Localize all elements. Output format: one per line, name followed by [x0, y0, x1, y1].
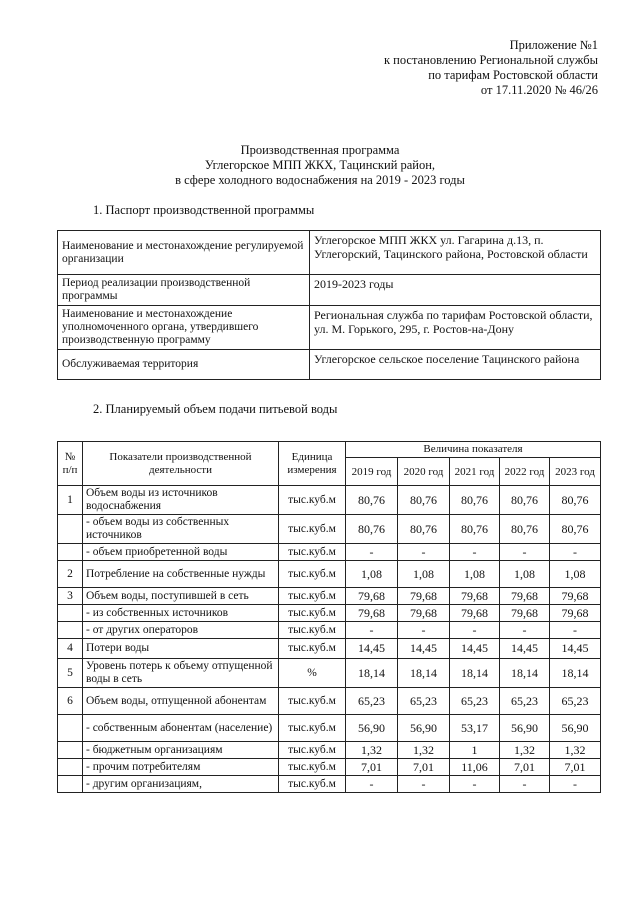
row-number [58, 515, 83, 544]
value-cell: - [346, 544, 398, 561]
value-cell: 80,76 [450, 486, 500, 515]
value-cell: 14,45 [450, 639, 500, 659]
row-number: 1 [58, 486, 83, 515]
passport-value: Углегорское МПП ЖКХ ул. Гагарина д.13, п. Углегорский, Тацинского района, Ростовской области [310, 231, 601, 275]
value-cell: 80,76 [500, 486, 550, 515]
row-number [58, 759, 83, 776]
value-cell: - [500, 776, 550, 793]
table-row [58, 776, 601, 793]
value-cell: 14,45 [398, 639, 450, 659]
header-year: 2023 год [550, 458, 601, 486]
value-cell: 65,23 [346, 688, 398, 715]
value-cell: 53,17 [450, 715, 500, 742]
passport-label: Обслуживаемая территория [58, 350, 310, 380]
unit-cell: тыс.куб.м [279, 688, 346, 715]
unit-cell: тыс.куб.м [279, 622, 346, 639]
table-row [58, 639, 601, 659]
value-cell: 80,76 [398, 486, 450, 515]
table-row [58, 561, 601, 588]
unit-cell: тыс.куб.м [279, 715, 346, 742]
value-cell: - [346, 622, 398, 639]
passport-label: Наименование и местонахождение уполномоченного органа, утвердившего производственную программу [58, 306, 310, 350]
header-num: № п/п [58, 442, 83, 486]
value-cell: 79,68 [450, 605, 500, 622]
value-cell: - [398, 544, 450, 561]
volume-table [57, 441, 601, 793]
row-number [58, 715, 83, 742]
value-cell: 65,23 [398, 688, 450, 715]
row-number: 5 [58, 659, 83, 688]
value-cell: - [450, 622, 500, 639]
value-cell: 80,76 [450, 515, 500, 544]
value-cell: 14,45 [346, 639, 398, 659]
indicator-name: Объем воды, отпущенной абонентам [83, 688, 279, 715]
table-row [58, 588, 601, 605]
document-title [0, 143, 640, 188]
value-cell: 18,14 [450, 659, 500, 688]
value-cell: - [450, 776, 500, 793]
indicator-name: - из собственных источников [83, 605, 279, 622]
value-cell: 1,08 [550, 561, 601, 588]
value-cell: - [500, 544, 550, 561]
value-cell: - [398, 776, 450, 793]
title-line-3: в сфере холодного водоснабжения на 2019 - 2023 годы [175, 173, 465, 187]
passport-row [58, 350, 601, 380]
indicator-name: Уровень потерь к объему отпущенной воды в сеть [83, 659, 279, 688]
table-row [58, 486, 601, 515]
title-line-1: Производственная программа [240, 143, 400, 157]
header-year: 2019 год [346, 458, 398, 486]
indicator-name: - собственным абонентам (население) [83, 715, 279, 742]
value-cell: 56,90 [398, 715, 450, 742]
value-cell: 14,45 [500, 639, 550, 659]
title-line-2: Углегорское МПП ЖКХ, Тацинский район, [204, 158, 436, 172]
row-number [58, 605, 83, 622]
unit-cell: тыс.куб.м [279, 759, 346, 776]
value-cell: - [500, 622, 550, 639]
value-cell: 56,90 [346, 715, 398, 742]
passport-table [57, 230, 601, 380]
passport-value: Региональная служба по тарифам Ростовской области, ул. М. Горького, 295, г. Ростов-на-Дону [310, 306, 601, 350]
value-cell: 65,23 [450, 688, 500, 715]
value-cell: 18,14 [346, 659, 398, 688]
table-row [58, 622, 601, 639]
row-number: 2 [58, 561, 83, 588]
header-indicator: Показатели производственной деятельности [83, 442, 279, 486]
unit-cell: тыс.куб.м [279, 639, 346, 659]
indicator-name: Потребление на собственные нужды [83, 561, 279, 588]
row-number [58, 742, 83, 759]
value-cell: 1,08 [500, 561, 550, 588]
table-row [58, 659, 601, 688]
value-cell: 56,90 [500, 715, 550, 742]
value-cell: 14,45 [550, 639, 601, 659]
indicator-name: - прочим потребителям [83, 759, 279, 776]
value-cell: 80,76 [346, 486, 398, 515]
appendix-line-3: по тарифам Ростовской области [428, 68, 598, 82]
row-number: 4 [58, 639, 83, 659]
value-cell: 79,68 [550, 588, 601, 605]
appendix-block [384, 38, 598, 98]
value-cell: 65,23 [550, 688, 601, 715]
table-row [58, 605, 601, 622]
value-cell: 11,06 [450, 759, 500, 776]
value-cell: 80,76 [500, 515, 550, 544]
value-cell: 79,68 [346, 588, 398, 605]
table-row [58, 688, 601, 715]
value-cell: 18,14 [500, 659, 550, 688]
value-cell: 1,32 [398, 742, 450, 759]
value-cell: 80,76 [346, 515, 398, 544]
row-number: 3 [58, 588, 83, 605]
indicator-name: - объем приобретенной воды [83, 544, 279, 561]
passport-value: 2019-2023 годы [310, 275, 601, 306]
passport-value: Углегорское сельское поселение Тацинского района [310, 350, 601, 380]
section-2-heading: 2. Планируемый объем подачи питьевой воды [93, 402, 338, 416]
unit-cell: тыс.куб.м [279, 776, 346, 793]
value-cell: - [450, 544, 500, 561]
indicator-name: Объем воды, поступившей в сеть [83, 588, 279, 605]
appendix-line-4: от 17.11.2020 № 46/26 [480, 83, 598, 97]
value-cell: 1,08 [346, 561, 398, 588]
appendix-line-1: Приложение №1 [509, 38, 598, 52]
passport-row [58, 275, 601, 306]
table-row [58, 515, 601, 544]
indicator-name: Объем воды из источников водоснабжения [83, 486, 279, 515]
value-cell: 79,68 [550, 605, 601, 622]
section-1-heading: 1. Паспорт производственной программы [93, 203, 315, 217]
indicator-name: - бюджетным организациям [83, 742, 279, 759]
value-cell: 7,01 [550, 759, 601, 776]
row-number [58, 544, 83, 561]
value-cell: 79,68 [398, 588, 450, 605]
value-cell: 56,90 [550, 715, 601, 742]
row-number: 6 [58, 688, 83, 715]
value-cell: 65,23 [500, 688, 550, 715]
unit-cell: тыс.куб.м [279, 561, 346, 588]
table-row [58, 742, 601, 759]
row-number [58, 776, 83, 793]
header-value-group: Величина показателя [346, 442, 601, 458]
value-cell: 1,08 [398, 561, 450, 588]
value-cell: 1,08 [450, 561, 500, 588]
value-cell: 7,01 [398, 759, 450, 776]
value-cell: 80,76 [398, 515, 450, 544]
value-cell: 7,01 [346, 759, 398, 776]
unit-cell: тыс.куб.м [279, 742, 346, 759]
value-cell: - [550, 544, 601, 561]
value-cell: 1 [450, 742, 500, 759]
header-year: 2020 год [398, 458, 450, 486]
table-row [58, 759, 601, 776]
value-cell: - [550, 776, 601, 793]
value-cell: 18,14 [550, 659, 601, 688]
value-cell: - [398, 622, 450, 639]
indicator-name: Потери воды [83, 639, 279, 659]
table-row [58, 715, 601, 742]
indicator-name: - объем воды из собственных источников [83, 515, 279, 544]
value-cell: - [550, 622, 601, 639]
header-year: 2021 год [450, 458, 500, 486]
appendix-line-2: к постановлению Региональной службы [383, 53, 598, 67]
value-cell: 1,32 [500, 742, 550, 759]
indicator-name: - от других операторов [83, 622, 279, 639]
passport-row [58, 231, 601, 275]
unit-cell: тыс.куб.м [279, 515, 346, 544]
value-cell: 80,76 [550, 515, 601, 544]
value-cell: - [346, 776, 398, 793]
passport-label: Наименование и местонахождение регулируемой организации [58, 231, 310, 275]
row-number [58, 622, 83, 639]
value-cell: 18,14 [398, 659, 450, 688]
table-row [58, 544, 601, 561]
value-cell: 7,01 [500, 759, 550, 776]
unit-cell: тыс.куб.м [279, 605, 346, 622]
value-cell: 1,32 [550, 742, 601, 759]
indicator-name: - другим организациям, [83, 776, 279, 793]
value-cell: 79,68 [500, 605, 550, 622]
value-cell: 79,68 [500, 588, 550, 605]
value-cell: 79,68 [398, 605, 450, 622]
unit-cell: тыс.куб.м [279, 588, 346, 605]
value-cell: 1,32 [346, 742, 398, 759]
unit-cell: тыс.куб.м [279, 486, 346, 515]
unit-cell: % [279, 659, 346, 688]
value-cell: 79,68 [346, 605, 398, 622]
header-year: 2022 год [500, 458, 550, 486]
value-cell: 79,68 [450, 588, 500, 605]
passport-row [58, 306, 601, 350]
value-cell: 80,76 [550, 486, 601, 515]
header-unit: Единица измерения [279, 442, 346, 486]
unit-cell: тыс.куб.м [279, 544, 346, 561]
passport-label: Период реализации производственной программы [58, 275, 310, 306]
